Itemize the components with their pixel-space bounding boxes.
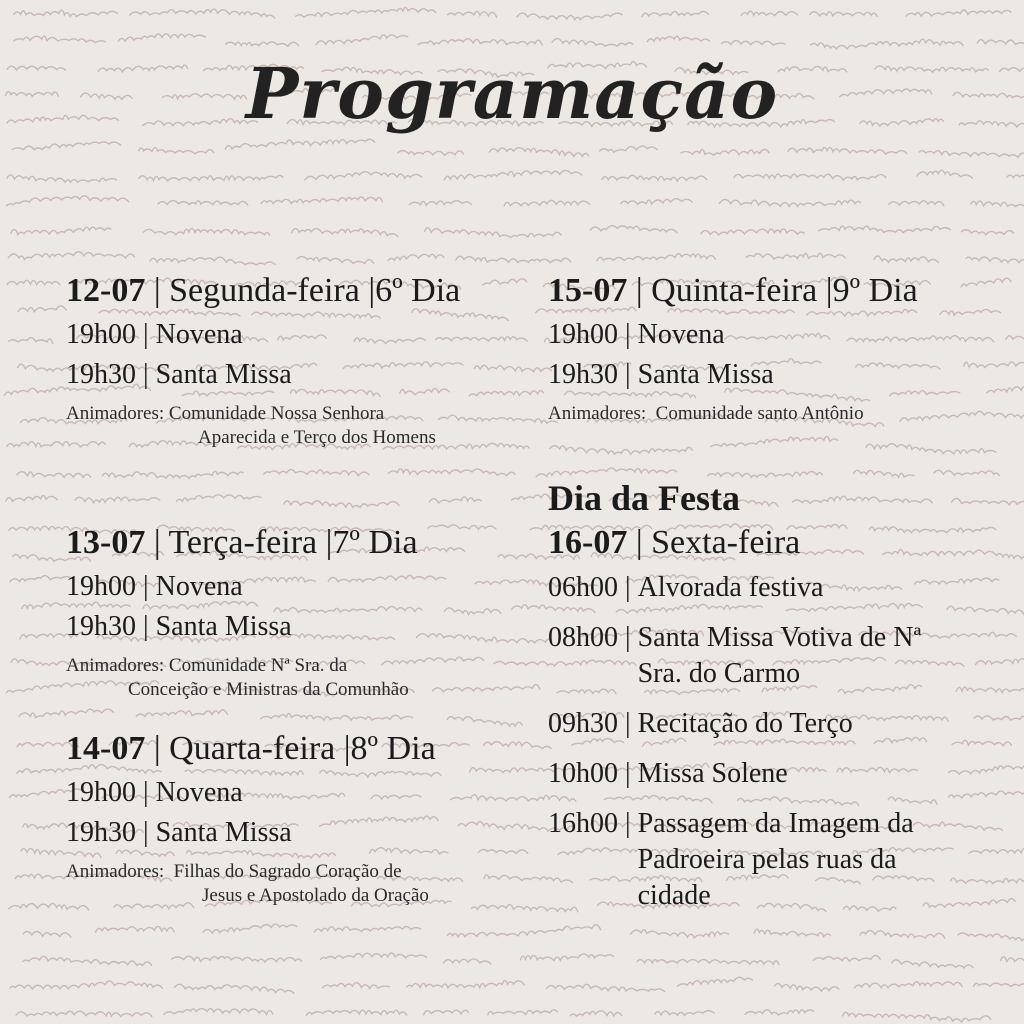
feast-schedule-row: 06h00 | Alvorada festiva	[548, 572, 824, 603]
day-date: 15-07	[548, 272, 628, 309]
day-heading: 14-07 | Quarta-feira |8º Dia	[66, 730, 436, 767]
schedule-row: 19h00 | Novena	[66, 777, 243, 808]
animators: Animadores: Comunidade Nª Sra. da Conceição e Ministras da Comunhão	[66, 655, 409, 700]
schedule-row: 19h00 | Novena	[548, 319, 725, 350]
day-block-15-07	[548, 268, 918, 426]
schedule-row: 19h30 | Santa Missa	[66, 359, 292, 390]
day-weekday: Segunda-feira	[169, 272, 360, 309]
feast-schedule-row: 08h00 | Santa Missa Votiva de Nª Sra. do Carmo	[548, 622, 922, 689]
feast-day-title: Dia da Festa	[548, 478, 740, 518]
day-heading: 15-07 | Quinta-feira |9º Dia	[548, 272, 918, 309]
feast-schedule-row: 16h00 | Passagem da Imagem da Padroeira pelas ruas da cidade	[548, 808, 914, 911]
feast-day-heading	[548, 476, 800, 566]
feast-day-schedule	[548, 570, 1008, 928]
animators: Animadores: Comunidade Nossa Senhora Aparecida e Terço dos Homens	[66, 403, 436, 448]
day-number: |9º Dia	[825, 272, 918, 309]
day-number: |8º Dia	[343, 730, 436, 767]
day-heading: 12-07 | Segunda-feira |6º Dia	[66, 272, 461, 309]
day-block-13-07	[66, 520, 418, 702]
feast-day-date: 16-07 | Sexta-feira	[548, 524, 801, 561]
day-block-14-07	[66, 726, 436, 908]
day-block-12-07	[66, 268, 460, 450]
schedule-row: 19h30 | Santa Missa	[548, 359, 774, 390]
schedule-row: 19h30 | Santa Missa	[66, 817, 292, 848]
day-number: |6º Dia	[368, 272, 461, 309]
day-weekday: Quarta-feira	[169, 730, 336, 767]
day-weekday: Terça-feira	[168, 524, 318, 561]
feast-schedule-row: 10h00 | Missa Solene	[548, 758, 788, 789]
schedule-row: 19h00 | Novena	[66, 571, 243, 602]
animators: Animadores: Filhas do Sagrado Coração de Jesus e Apostolado da Oração	[66, 861, 429, 906]
day-date: 14-07	[66, 730, 146, 767]
day-number: |7º Dia	[325, 524, 418, 561]
day-weekday: Quinta-feira	[651, 272, 818, 309]
schedule-row: 19h00 | Novena	[66, 319, 243, 350]
day-date: 13-07	[66, 524, 146, 561]
feast-schedule-row: 09h30 | Recitação do Terço	[548, 708, 853, 739]
animators: Animadores: Comunidade santo Antônio	[548, 403, 864, 424]
page-title: Programação	[245, 52, 779, 135]
day-date: 12-07	[66, 272, 146, 309]
day-heading: 13-07 | Terça-feira |7º Dia	[66, 524, 418, 561]
schedule-row: 19h30 | Santa Missa	[66, 611, 292, 642]
